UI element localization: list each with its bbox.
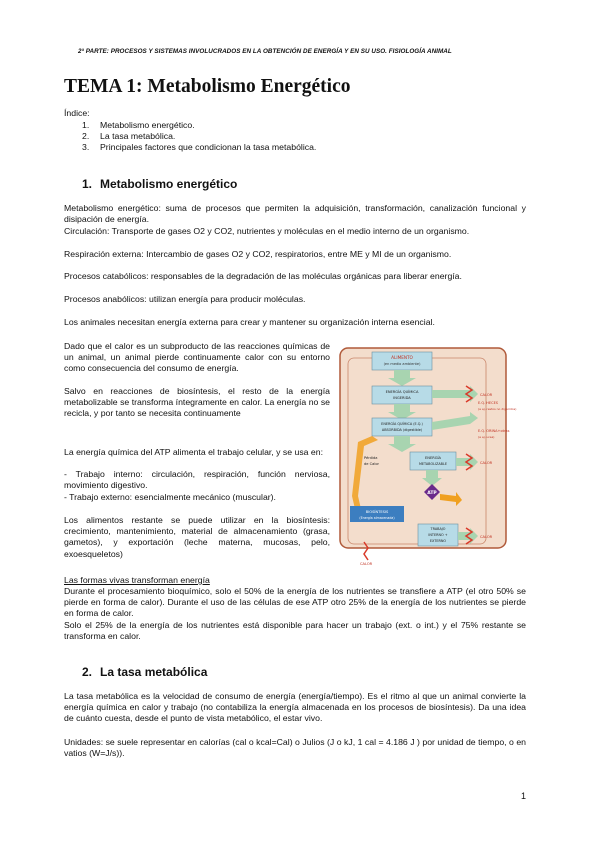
index-item: 1. Metabolismo energético. [82,120,195,130]
svg-text:ENERGÍA QUÍMICA: ENERGÍA QUÍMICA [385,390,419,394]
svg-text:METABOLIZABLE: METABOLIZABLE [418,462,448,466]
page-title: TEMA 1: Metabolismo Energético [64,76,351,97]
svg-text:(en medio ambiente): (en medio ambiente) [383,362,421,366]
paragraph-circulation: Circulación: Transporte de gases O2 y CO2, nutrientes y moléculas en el medio interno de un organismo. [64,226,470,236]
svg-text:BIOSÍNTESIS: BIOSÍNTESIS [365,510,389,514]
section-2-heading: 2. La tasa metabólica [82,665,208,679]
index-item: 2. La tasa metabólica. [82,131,176,142]
paragraph-respiration: Respiración externa: Intercambio de gases O2 y CO2, respiratorios, entre ME y MI de un organismo. [64,249,452,259]
svg-text:CALOR: CALOR [480,461,493,465]
svg-text:de Calor: de Calor [364,462,380,466]
svg-text:(a ej. restos no digeridos): (a ej. restos no digeridos) [478,407,517,411]
svg-text:ABSORBIDA (digestible): ABSORBIDA (digestible) [381,428,423,432]
svg-text:TRABAJO: TRABAJO [430,527,446,531]
paragraph-work-availability: Solo el 25% de la energía de los nutrientes está disponible para hacer un trabajo (ext. o int.) y el 75% restante se transforma en calor. [64,620,526,642]
index-label: Índice: [64,108,90,118]
metabolizable-energy-box [410,452,456,470]
svg-text:E.Q. HECES: E.Q. HECES [478,401,499,405]
index-list [82,120,316,154]
paragraph-atp-transfer: Durante el procesamiento bioquímico, solo el 50% de la energía de los nutrientes se transfiere a ATP (el otro 50% se pierde en forma de calor). Durante el uso de las células de ese ATP otro 25% de la energía de los nutrientes se pierde en forma de calor. [64,586,526,619]
energy-flow-diagram [338,346,517,568]
svg-text:Pérdida: Pérdida [364,456,378,460]
svg-text:EXTERNO: EXTERNO [429,539,447,543]
paragraph-metabolic-rate: La tasa metabólica es la velocidad de consumo de energía (energía/tiempo). Es el ritmo al que un animal convierte la energía química en calor y trabajo (no contabiliza la energía almacenada en los procesos de biosíntesis). Da una idea de cuánto cuesta, desde el punto de vista metabólico, el estar vivo. [64,691,526,724]
paragraph-units: Unidades: se suele representar en calorías (cal o kcal=Cal) o Julios (J o kJ, 1 cal = 4.186 J ) por unidad de tiempo, o en vatios (W=J/s)). [64,737,526,759]
svg-text:INGERIDA: INGERIDA [393,396,411,400]
paragraph-atp-use: La energía química del ATP alimenta el trabajo celular, y se usa en: [64,447,324,457]
paragraph-anabolic: Procesos anabólicos: utilizan energía para producir moléculas. [64,294,306,304]
svg-text:CALOR: CALOR [360,562,373,566]
svg-text:ALIMENTO: ALIMENTO [391,355,413,360]
svg-text:ENERGÍA QUÍMICA (E.Q.): ENERGÍA QUÍMICA (E.Q.) [381,422,423,426]
index-item: 3. Principales factores que condicionan la tasa metabólica. [82,142,317,153]
paragraph-external-energy: Los animales necesitan energía externa para crear y mantener su organización interna esencial. [64,317,435,327]
subheading-living-forms: Las formas vivas transforman energía [64,575,210,585]
paragraph-external-work: - Trabajo externo: esencialmente mecánico (muscular). [64,492,276,502]
svg-text:ATP: ATP [427,491,437,496]
paragraph-food-remaining: Los alimentos restante se puede utilizar en la biosíntesis: crecimiento, mantenimiento, material de almacenamiento (grasa, gametos), y exportación (leche materna, mucosas, pelo, exoesqueletos) [64,515,330,559]
svg-text:(a ej. urea): (a ej. urea) [478,435,495,439]
svg-text:(Energía almacenada): (Energía almacenada) [359,516,395,520]
section-1-heading: 1. Metabolismo energético [82,177,238,191]
paragraph-internal-work: - Trabajo interno: circulación, respiración, función nerviosa, movimiento digestivo. [64,469,330,491]
ingested-energy-box [372,386,432,404]
paragraph-catabolic: Procesos catabólicos: responsables de la degradación de las moléculas orgánicas para liberar energía. [64,271,462,281]
paragraph-heat-loss: Dado que el calor es un subproducto de las reacciones químicas de un animal, un animal pierde continuamente calor con su entorno como consecuencia del consumo de energía. [64,341,330,374]
svg-text:CALOR: CALOR [480,535,493,539]
svg-text:INTERNO +: INTERNO + [428,533,448,537]
page-header: 2ª PARTE: PROCESOS Y SISTEMAS INVOLUCRADOS EN LA OBTENCIÓN DE ENERGÍA Y EN SU USO. FISIOLOGÍA ANIMAL [78,48,452,55]
svg-text:CALOR: CALOR [480,393,493,397]
svg-text:ENERGÍA: ENERGÍA [424,456,442,460]
paragraph-definition: Metabolismo energético: suma de procesos que permiten la adquisición, transformación, canalización funcional y disipación de energía. [64,203,526,225]
absorbed-energy-box [372,418,432,436]
paragraph-biosynthesis: Salvo en reacciones de biosíntesis, el resto de la energía metabolizable se transforma íntegramente en calor. La energía no se recicla, y por tanto se necesita continuamente [64,386,330,419]
page-number: 1 [520,791,526,801]
svg-text:E.Q. ORINA+otras: E.Q. ORINA+otras [478,429,510,433]
